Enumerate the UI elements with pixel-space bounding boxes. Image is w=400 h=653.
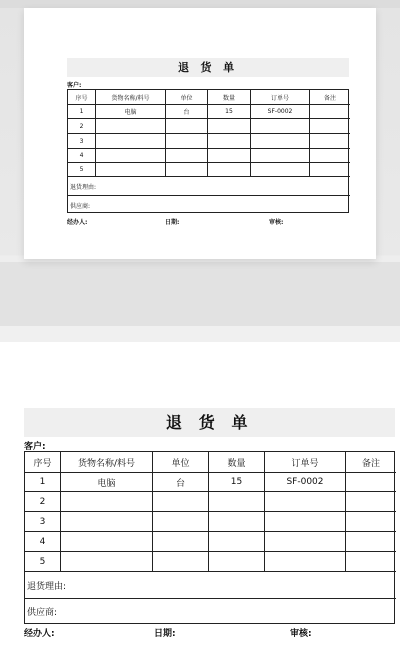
review-label: 审核: [269, 219, 284, 226]
column-header: 序号 [25, 452, 61, 473]
return-form [24, 408, 395, 638]
table-cell [61, 532, 153, 552]
return-reason-label: 退货理由: [25, 572, 396, 599]
table-cell [251, 149, 310, 163]
table-cell [96, 163, 166, 177]
table-cell [346, 532, 396, 552]
table-cell: SF-0002 [251, 105, 310, 119]
mockup-top-strip [0, 0, 400, 8]
table-cell [346, 473, 396, 492]
table-cell: 5 [25, 552, 61, 572]
table-cell: SF-0002 [265, 473, 346, 492]
column-header: 订单号 [251, 90, 310, 105]
column-header: 备注 [310, 90, 350, 105]
table-cell [153, 512, 209, 532]
column-header: 订单号 [265, 452, 346, 473]
table-cell: 1 [25, 473, 61, 492]
table-cell [61, 552, 153, 572]
table-cell [96, 119, 166, 134]
return-reason-label: 退货理由: [68, 177, 350, 196]
table-cell [153, 492, 209, 512]
table-cell [265, 512, 346, 532]
return-form-preview [67, 58, 349, 228]
table-cell: 2 [68, 119, 96, 134]
table-cell [166, 149, 208, 163]
table-cell [153, 552, 209, 572]
table-cell: 15 [208, 105, 251, 119]
table-cell: 台 [166, 105, 208, 119]
handler-label: 经办人: [24, 629, 55, 639]
table-cell [265, 552, 346, 572]
table-cell [61, 512, 153, 532]
customer-label: 客户: [24, 442, 46, 452]
table-cell [346, 492, 396, 512]
table-cell [310, 134, 350, 149]
table-cell: 3 [68, 134, 96, 149]
table-cell [208, 134, 251, 149]
column-header: 数量 [209, 452, 265, 473]
table-cell: 台 [153, 473, 209, 492]
table-cell [346, 512, 396, 532]
table-cell [209, 512, 265, 532]
table-cell [209, 492, 265, 512]
table-cell [310, 105, 350, 119]
form-title: 退 货 单 [24, 408, 395, 437]
table-cell [209, 552, 265, 572]
table-cell [310, 163, 350, 177]
return-table [24, 451, 395, 624]
review-label: 审核: [290, 629, 312, 639]
table-cell [265, 492, 346, 512]
table-cell: 15 [209, 473, 265, 492]
table-cell [209, 532, 265, 552]
table-cell [96, 134, 166, 149]
table-cell [166, 134, 208, 149]
table-cell [251, 119, 310, 134]
column-header: 货物名称/料号 [61, 452, 153, 473]
table-cell: 电脑 [96, 105, 166, 119]
table-cell [96, 149, 166, 163]
table-cell: 1 [68, 105, 96, 119]
table-cell [166, 119, 208, 134]
table-cell: 4 [25, 532, 61, 552]
customer-label: 客户: [67, 82, 82, 89]
table-cell: 2 [25, 492, 61, 512]
table-cell: 3 [25, 512, 61, 532]
table-cell [251, 134, 310, 149]
mockup-floor-band-light [0, 326, 400, 342]
form-title: 退 货 单 [67, 58, 349, 77]
table-cell [346, 552, 396, 572]
table-cell [310, 119, 350, 134]
column-header: 货物名称/料号 [96, 90, 166, 105]
table-cell [61, 492, 153, 512]
date-label: 日期: [165, 219, 180, 226]
handler-label: 经办人: [67, 219, 88, 226]
supplier-label: 供应商: [70, 202, 91, 210]
table-cell [208, 163, 251, 177]
column-header: 数量 [208, 90, 251, 105]
table-cell [166, 163, 208, 177]
column-header: 序号 [68, 90, 96, 105]
column-header: 单位 [166, 90, 208, 105]
mockup-floor-band [0, 262, 400, 326]
table-cell [208, 119, 251, 134]
table-cell [265, 532, 346, 552]
column-header: 备注 [346, 452, 396, 473]
table-cell: 5 [68, 163, 96, 177]
table-cell [310, 149, 350, 163]
supplier-label: 供应商: [27, 608, 58, 618]
table-cell: 4 [68, 149, 96, 163]
table-cell [153, 532, 209, 552]
date-label: 日期: [154, 629, 176, 639]
return-table [67, 89, 349, 213]
table-cell [251, 163, 310, 177]
table-cell [208, 149, 251, 163]
column-header: 单位 [153, 452, 209, 473]
table-cell: 电脑 [61, 473, 153, 492]
